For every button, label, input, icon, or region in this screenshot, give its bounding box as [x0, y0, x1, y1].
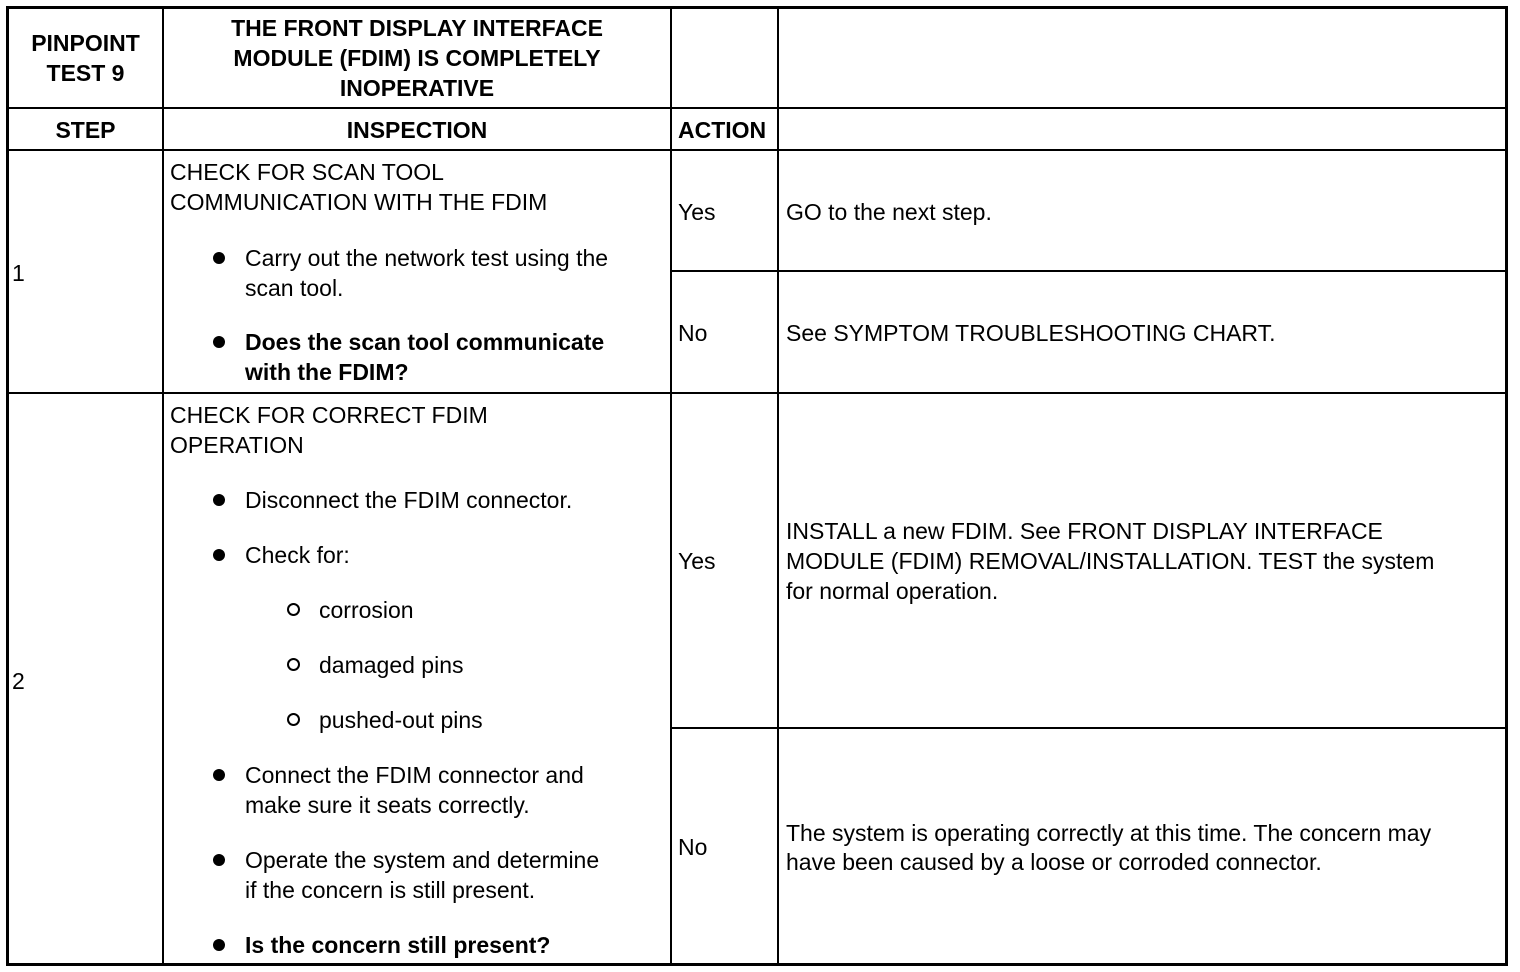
step-2-yes-label: Yes: [678, 548, 716, 574]
bullet-icon: [213, 494, 225, 506]
step-2-yes-action-line2: MODULE (FDIM) REMOVAL/INSTALLATION. TEST the system: [786, 548, 1435, 574]
step-2-title-line1: CHECK FOR CORRECT FDIM: [170, 402, 488, 428]
step-1-yes-action: GO to the next step.: [786, 199, 992, 225]
step-1-title-line2: COMMUNICATION WITH THE FDIM: [170, 189, 548, 215]
sub-bullet-icon: [287, 658, 300, 671]
step-2-yes-action-line3: for normal operation.: [786, 578, 999, 604]
rule-inspection-column: [670, 6, 672, 966]
step-2-question: Is the concern still present?: [245, 932, 551, 958]
column-header-action: ACTION: [678, 117, 767, 143]
step-2-bullet-3-line1: Connect the FDIM connector and: [245, 762, 584, 788]
test-title: [164, 13, 670, 103]
rule-below-title: [6, 107, 1508, 109]
rule-step2-yes-no: [671, 727, 1508, 729]
step-2-bullet-4-line1: Operate the system and determine: [245, 847, 600, 873]
step-1-number: 1: [12, 260, 25, 286]
step-1-question-line1: Does the scan tool communicate: [245, 329, 605, 355]
step-2-bullet-4-line2: if the concern is still present.: [245, 877, 536, 903]
step-1-no-label: No: [678, 320, 708, 346]
column-header-step: STEP: [55, 117, 116, 143]
bullet-icon: [213, 336, 225, 348]
step-1-no-action: See SYMPTOM TROUBLESHOOTING CHART.: [786, 320, 1276, 346]
bullet-icon: [213, 939, 225, 951]
step-2-bullet-1: Disconnect the FDIM connector.: [245, 487, 573, 513]
test-label: [9, 28, 162, 88]
step-2-number: 2: [12, 668, 25, 694]
column-header-inspection: INSPECTION: [346, 117, 488, 143]
sub-bullet-icon: [287, 713, 300, 726]
step-2-bullet-3-line2: make sure it seats correctly.: [245, 792, 530, 818]
step-2-yes-action-line1: INSTALL a new FDIM. See FRONT DISPLAY INTERFACE: [786, 518, 1383, 544]
bullet-icon: [213, 769, 225, 781]
bullet-icon: [213, 252, 225, 264]
test-label-line1: PINPOINT: [31, 30, 140, 56]
rule-below-column-headers: [6, 149, 1508, 151]
rule-step1-yes-no: [671, 270, 1508, 272]
test-label-line2: TEST 9: [46, 60, 125, 86]
step-1-question-line2: with the FDIM?: [245, 359, 409, 385]
rule-step-column: [162, 6, 164, 966]
step-1-title-line1: CHECK FOR SCAN TOOL: [170, 159, 444, 185]
step-2-no-action-line1: The system is operating correctly at this time. The concern may: [786, 820, 1432, 846]
sub-bullet-icon: [287, 603, 300, 616]
table-border-bottom: [6, 963, 1508, 966]
step-2-no-label: No: [678, 834, 708, 860]
step-2-sub-1: corrosion: [319, 597, 414, 623]
step-1-yes-label: Yes: [678, 199, 716, 225]
bullet-icon: [213, 549, 225, 561]
test-title-line2: MODULE (FDIM) IS COMPLETELY: [233, 45, 601, 71]
bullet-icon: [213, 854, 225, 866]
step-1-bullet-1-line1: Carry out the network test using the: [245, 245, 609, 271]
step-2-no-action-line2: have been caused by a loose or corroded connector.: [786, 849, 1322, 875]
table-border-top: [6, 6, 1508, 9]
step-2-sub-3: pushed-out pins: [319, 707, 483, 733]
step-2-bullet-2: Check for:: [245, 542, 350, 568]
rule-action-column: [777, 6, 779, 966]
step-1-bullet-1-line2: scan tool.: [245, 275, 344, 301]
test-title-line3: INOPERATIVE: [339, 75, 495, 101]
rule-below-step1: [6, 392, 1508, 394]
test-title-line1: THE FRONT DISPLAY INTERFACE: [231, 15, 603, 41]
step-2-title-line2: OPERATION: [170, 432, 304, 458]
step-2-sub-2: damaged pins: [319, 652, 464, 678]
